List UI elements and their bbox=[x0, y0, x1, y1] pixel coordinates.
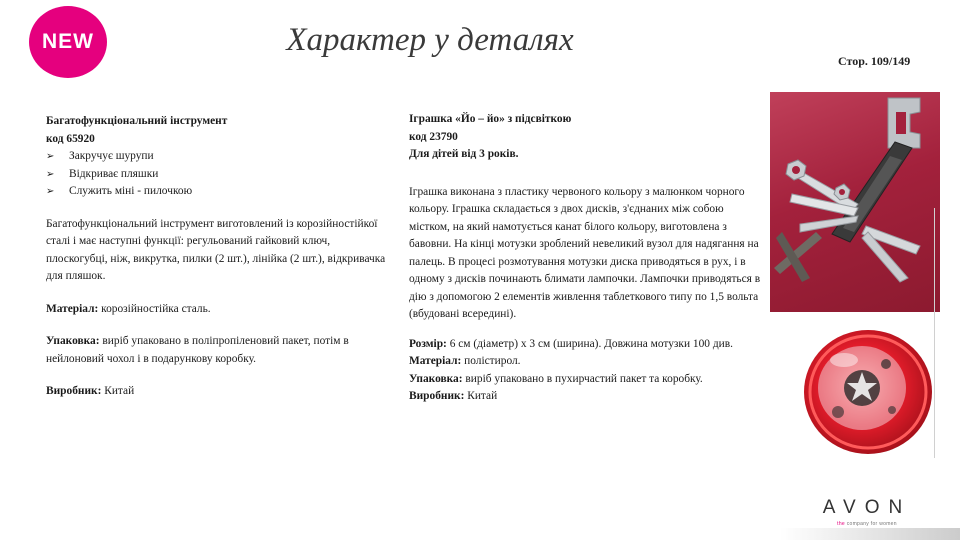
multitool-text: Багатофункціональний інструмент виготовлений із корозійностійкої сталі і має наступні функції: регульований гайковий ключ, плоскогубці, ніж, викрутка, пилки (2 шт.), лінійка (2 шт.), відкривачка для пляшок. bbox=[46, 217, 386, 282]
arrow-bullet-icon: ➢ bbox=[46, 151, 55, 162]
avon-logo-text: AVON bbox=[822, 497, 912, 518]
list-item: ➢ Служить міні - пилочкою bbox=[46, 183, 391, 201]
yoyo-size: Розмір: 6 см (діаметр) х 3 см (ширина). Довжина мотузки 100 див. bbox=[409, 337, 733, 350]
column-divider bbox=[934, 208, 935, 458]
new-badge bbox=[29, 6, 107, 78]
multitool-description bbox=[46, 113, 391, 401]
yoyo-material: Матеріал: полістирол. bbox=[409, 355, 521, 367]
multitool-maker: Виробник: Китай bbox=[46, 385, 135, 397]
yoyo-maker: Виробник: Китай bbox=[409, 390, 498, 402]
multitool-heading: Багатофункціональний інструмент bbox=[46, 115, 228, 127]
yoyo-packaging: Упаковка: виріб упаковано в пухирчастий пакет та коробку. bbox=[409, 372, 703, 385]
page-number: Стор. 109/149 bbox=[838, 54, 911, 68]
yoyo-text: Іграшка виконана з пластику червоного кольору з малюнком чорного кольору. Іграшка складається з двох дисків, з'єднаних між собою містком, на який намотується канат білого кольору, виготовлена з бавовни. На кінці мотузки зроблений невеликий вузол для надягання на палець. В процесі розмотування мотузки диска приводяться в рух, і в одному з дисків починають блимати лампочки. Лампочки приводяться в дію з допомогою 2 елементів живлення таблеткового типу по 1,5 вольта (вбудовані всередині). bbox=[409, 185, 761, 320]
yoyo-illustration bbox=[800, 322, 936, 460]
multitool-illustration bbox=[770, 92, 940, 312]
multitool-packaging: Упаковка: виріб упаковано в поліпропіленовий пакет, потім в нейлоновий чохол і в подарункову коробку. bbox=[46, 335, 349, 365]
arrow-bullet-icon: ➢ bbox=[46, 186, 55, 197]
list-item: ➢ Відкриває пляшки bbox=[46, 166, 391, 184]
new-badge-label: NEW bbox=[42, 30, 94, 53]
yoyo-code: код 23790 bbox=[409, 130, 458, 143]
arrow-bullet-icon: ➢ bbox=[46, 168, 55, 180]
multitool-photo bbox=[770, 92, 940, 312]
avon-tagline: the company for women bbox=[837, 521, 897, 527]
yoyo-description bbox=[409, 111, 764, 406]
yoyo-photo bbox=[800, 322, 936, 460]
page-title: Характер у деталях bbox=[286, 22, 574, 58]
multitool-material: Матеріал: корозійностійка сталь. bbox=[46, 302, 211, 315]
avon-logo bbox=[792, 498, 942, 527]
list-item: ➢ Закручує шурупи bbox=[46, 148, 391, 166]
multitool-features bbox=[46, 148, 391, 201]
yoyo-age: Для дітей від 3 років. bbox=[409, 148, 519, 160]
multitool-code: код 65920 bbox=[46, 132, 95, 145]
footer-gradient-bar bbox=[780, 528, 960, 540]
yoyo-heading: Іграшка «Йо – йо» з підсвіткою bbox=[409, 113, 572, 125]
